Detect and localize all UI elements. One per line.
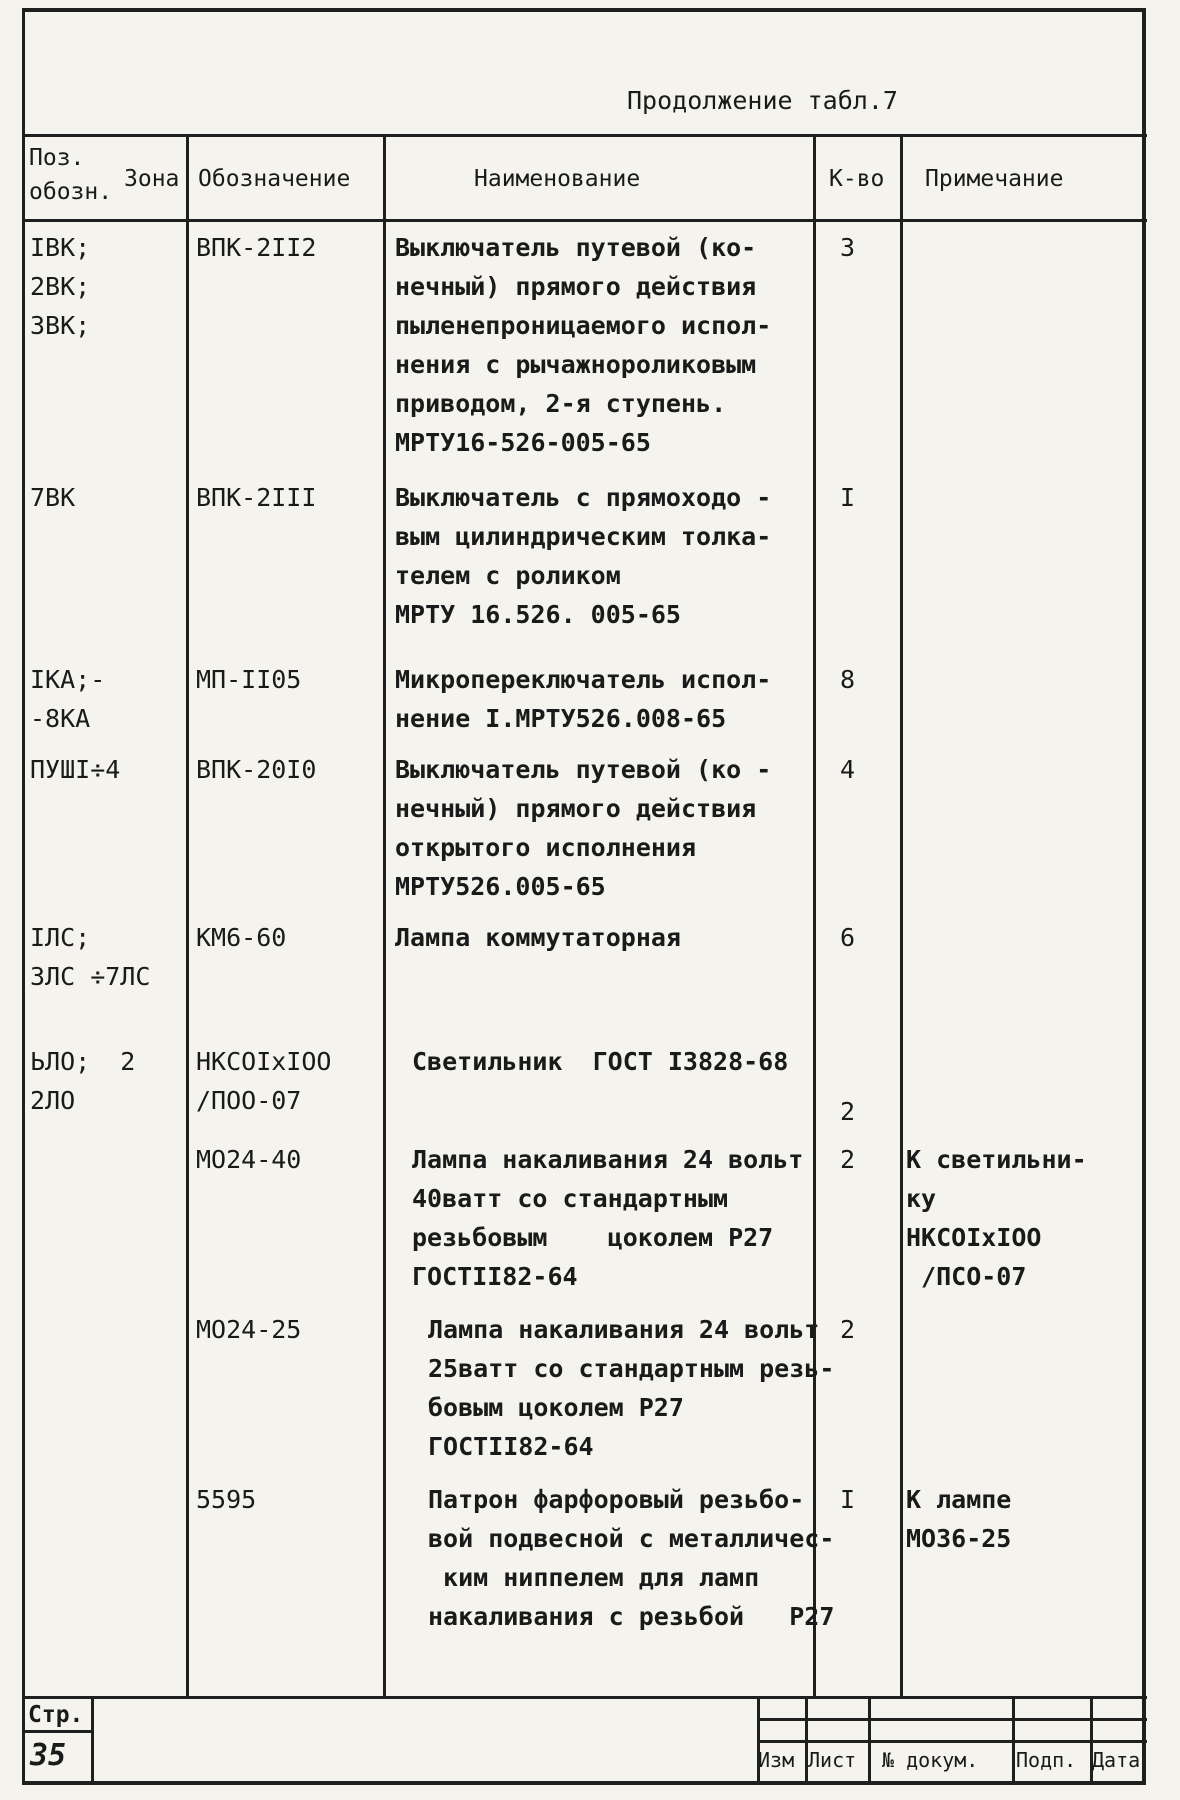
row-1-name-line: нечный) прямого действия: [395, 272, 757, 301]
row-4-name-line: нечный) прямого действия: [395, 794, 757, 823]
row-7-note-line: НКСОIxIOO: [906, 1223, 1042, 1252]
row-3-pos-line: IКА;-: [30, 665, 106, 694]
header-designation: Обозначение: [198, 166, 351, 192]
row-7-note-line: /ПСО-07: [906, 1262, 1027, 1291]
row-7-name-line: Лампа накаливания 24 вольт: [412, 1145, 804, 1174]
row-7-name-line: ГОСТII82-64: [412, 1262, 578, 1291]
header-note: Примечание: [925, 166, 1064, 192]
stamp-top-line: [25, 1696, 1147, 1699]
stamp-col-sign: Подп.: [1016, 1748, 1077, 1772]
row-9-designation-line: 5595: [196, 1485, 257, 1514]
page-label: Стр.: [28, 1702, 84, 1728]
row-1-pos-line: IВК;: [30, 233, 91, 262]
row-2-name-line: телем с роликом: [395, 561, 621, 590]
row-5-name-line: Лампа коммутаторная: [395, 923, 681, 952]
row-8-name-line: 25ватт со стандартным резь-: [428, 1354, 835, 1383]
row-8-qty: 2: [840, 1315, 856, 1344]
row-2-name-line: МРТУ 16.526. 005-65: [395, 600, 681, 629]
row-1-pos-line: 3ВК;: [30, 311, 91, 340]
row-9-name-line: вой подвесной с металличес-: [428, 1524, 835, 1553]
row-2-qty: I: [840, 483, 856, 512]
row-3-name-line: Микропереключатель испол-: [395, 665, 772, 694]
row-1-qty: 3: [840, 233, 856, 262]
stamp-col-change: Изм: [758, 1748, 795, 1772]
row-7-note-line: ку: [906, 1184, 937, 1213]
stamp-mid-line-left: [25, 1730, 93, 1733]
table-top-line: [25, 134, 1147, 137]
row-6-designation-line: /ПОО-07: [196, 1086, 302, 1115]
row-1-name-line: Выключатель путевой (ко-: [395, 233, 757, 262]
row-6-qty: 2: [840, 1097, 856, 1126]
row-9-name-line: накаливания с резьбой Р27: [428, 1602, 835, 1631]
row-2-name-line: Выключатель с прямоходо -: [395, 483, 772, 512]
stamp-col-sheet: Лист: [808, 1748, 857, 1772]
row-7-qty: 2: [840, 1145, 856, 1174]
stamp-divider-4: [1012, 1696, 1015, 1783]
header-pos: Поз. обозн.: [29, 145, 113, 205]
header-qty: К-во: [829, 166, 885, 192]
row-5-pos-line: IЛС;: [30, 923, 91, 952]
row-7-designation-line: МО24-40: [196, 1145, 302, 1174]
row-4-name-line: МРТУ526.005-65: [395, 872, 606, 901]
row-2-name-line: вым цилиндрическим толка-: [395, 522, 772, 551]
row-9-note-line: К лампе: [906, 1485, 1012, 1514]
row-2-designation-line: ВПК-2III: [196, 483, 317, 512]
header-name: Наименование: [474, 166, 641, 192]
row-4-pos-line: ПУШI÷4: [30, 755, 121, 784]
header-bottom-line: [25, 219, 1147, 222]
col-divider-designation: [383, 134, 386, 1696]
row-4-qty: 4: [840, 755, 856, 784]
row-8-designation-line: МО24-25: [196, 1315, 302, 1344]
row-1-name-line: МРТУ16-526-005-65: [395, 428, 651, 457]
col-divider-zone: [186, 134, 189, 1696]
row-3-designation-line: МП-II05: [196, 665, 302, 694]
row-1-name-line: приводом, 2-я ступень.: [395, 389, 727, 418]
row-2-pos-line: 7ВК: [30, 483, 76, 512]
row-4-name-line: открытого исполнения: [395, 833, 697, 862]
header-zone: Зона: [124, 166, 180, 192]
stamp-divider-3: [868, 1696, 871, 1783]
row-8-name-line: ГОСТII82-64: [428, 1432, 594, 1461]
stamp-col-date: Дата: [1092, 1748, 1141, 1772]
row-6-name-line: Светильник ГОСТ I3828-68: [412, 1047, 789, 1076]
row-1-pos-line: 2ВК;: [30, 272, 91, 301]
row-1-designation-line: ВПК-2II2: [196, 233, 317, 262]
stamp-col-doc: № докум.: [882, 1748, 979, 1772]
row-5-pos-line: 3ЛС ÷7ЛС: [30, 962, 151, 991]
row-7-name-line: 40ватт со стандартным: [412, 1184, 729, 1213]
row-9-qty: I: [840, 1485, 856, 1514]
row-6-designation-line: НКСОIxIOO: [196, 1047, 332, 1076]
stamp-page-divider: [91, 1696, 94, 1783]
row-1-name-line: нения с рычажнороликовым: [395, 350, 757, 379]
col-divider-name: [813, 134, 816, 1696]
row-3-qty: 8: [840, 665, 856, 694]
row-9-name-line: Патрон фарфоровый резьбо-: [428, 1485, 805, 1514]
row-5-designation-line: КМ6-60: [196, 923, 287, 952]
row-1-name-line: пыленепроницаемого испол-: [395, 311, 772, 340]
row-4-name-line: Выключатель путевой (ко -: [395, 755, 772, 784]
row-9-name-line: ким ниппелем для ламп: [428, 1563, 760, 1592]
col-divider-qty: [900, 134, 903, 1696]
table-caption: Продолжение табл.7: [627, 86, 898, 115]
stamp-mid-line-right-2: [757, 1740, 1147, 1743]
row-4-designation-line: ВПК-20I0: [196, 755, 317, 784]
row-5-qty: 6: [840, 923, 856, 952]
row-7-note-line: К светильни-: [906, 1145, 1087, 1174]
row-6-pos-line: ЬЛО; 2: [30, 1047, 136, 1076]
row-9-note-line: МО36-25: [906, 1524, 1012, 1553]
row-8-name-line: бовым цоколем Р27: [428, 1393, 684, 1422]
row-8-name-line: Лампа накаливания 24 вольт: [428, 1315, 820, 1344]
row-6-pos-line: 2ЛО: [30, 1086, 76, 1115]
stamp-mid-line-right: [757, 1718, 1147, 1721]
page-number: 35: [30, 1738, 67, 1773]
row-3-name-line: нение I.МРТУ526.008-65: [395, 704, 727, 733]
row-3-pos-line: -8КА: [30, 704, 91, 733]
row-7-name-line: резьбовым цоколем Р27: [412, 1223, 774, 1252]
